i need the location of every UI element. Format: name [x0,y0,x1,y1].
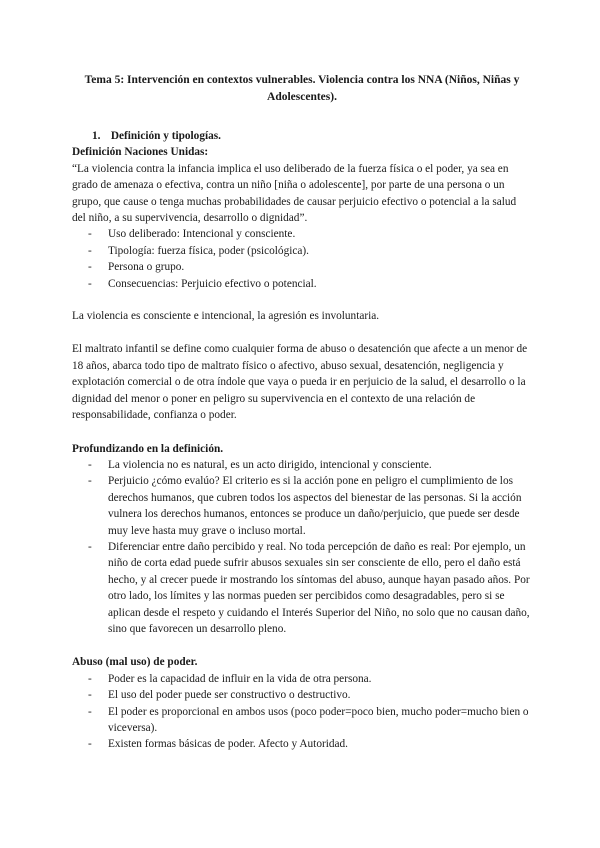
section-heading [92,128,532,144]
spacer [72,424,532,441]
onu-quote: “La violencia contra la infancia implica el uso deliberado de la fuerza física o el poder, ya sea en grado de amenaza o efectiva, contra un niño [niña o adolescente], por parte de una persona o un grupo, que cause o tenga muchas probabilidades de causar perjuicio efectivo o potencial a la salud del niño, a su supervivencia, desarrollo o dignidad”. [72,162,517,225]
abuso-list [72,671,532,753]
list-item: - El uso del poder puede ser constructivo o destructivo. [108,687,532,703]
section-title: Definición y tipologías. [110,130,221,142]
list-item: - Diferenciar entre daño percibido y real. No toda percepción de daño es real: Por ejemplo, un niño de corta edad puede sufrir abusos sexuales sin ser consciente de ello, pero el daño está hecho, y al crecer puede ir mostrando los síntomas del abuso, aunque hayan pasado años. Por otro lado, los límites y las normas pueden ser percibidos como desagradables, pero si se aplican desde el respeto y cuidando el Interés Superior del Niño, no solo que no causan daño, sino que favorecen un desarrollo pleno. [108,539,532,637]
spacer [72,292,532,308]
list-item: - Uso deliberado: Intencional y consciente. [108,226,532,242]
paragraph-maltrato: El maltrato infantil se define como cualquier forma de abuso o desatención que afecte a un menor de 18 años, abarca todo tipo de maltrato físico o afectivo, abuso sexual, desatención, negligencia y explotación comercial o de otra índole que vaya o pueda ir en perjuicio de la salud, el desarrollo o la dignidad del menor o poner en peligro su supervivencia en el contexto de una relación de responsabilidade, confianza o poder. [72,343,528,422]
list-item: - Existen formas básicas de poder. Afecto y Autoridad. [108,736,532,752]
list-item: - Perjuicio ¿cómo evalúo? El criterio es si la acción pone en peligro el cumplimiento de los derechos humanos, que cubren todos los aspectos del bienestar de las personas. Si la acción vulnera los derechos humanos, entonces se produce un daño/perjuicio, que puede ser desde muy leve hasta muy grave o incluso mortal. [108,473,532,539]
list-item: - Poder es la capacidad de influir en la vida de otra persona. [108,671,532,687]
list-item: - Consecuencias: Perjuicio efectivo o potencial. [108,276,532,292]
profundizando-list [72,457,532,637]
section-number: 1. [92,130,101,142]
document-body [72,72,532,753]
paragraph-violencia: La violencia es consciente e intencional, la agresión es involuntaria. [72,310,380,323]
profundizando-heading: Profundizando en la definición. [72,442,224,455]
list-item: - El poder es proporcional en ambos usos (poco poder=poco bien, mucho poder=mucho bien o viceversa). [108,704,532,737]
spacer [72,324,532,341]
list-item: - Tipología: fuerza física, poder (psicológica). [108,243,532,259]
list-item: - La violencia no es natural, es un acto dirigido, intencional y consciente. [108,457,532,473]
onu-heading: Definición Naciones Unidas: [72,146,209,159]
list-item: - Persona o grupo. [108,259,532,275]
onu-list [72,226,532,292]
abuso-heading: Abuso (mal uso) de poder. [72,656,198,669]
document-title: Tema 5: Intervención en contextos vulnerables. Violencia contra los NNA (Niños, Niñas y Adolescentes). [84,74,520,103]
spacer [72,637,532,654]
